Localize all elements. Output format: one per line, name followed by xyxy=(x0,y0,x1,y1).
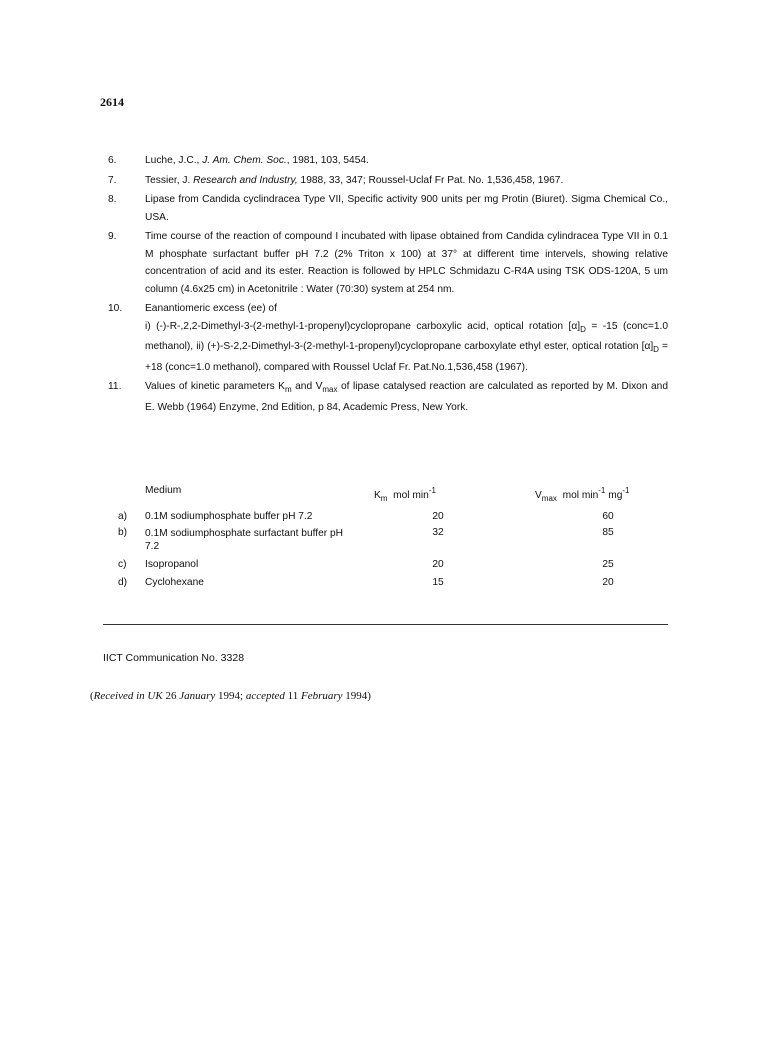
medium-column-header: Medium xyxy=(145,485,182,496)
km-cell: 32 xyxy=(432,527,444,538)
row-label: b) xyxy=(118,527,128,538)
row-label: d) xyxy=(118,577,128,588)
reference-8 xyxy=(108,191,668,226)
reference-6 xyxy=(108,152,668,170)
reference-text: = +18 (conc=1.0 methanol), compared with Roussel Uclaf Fr. Pat.No.1,536,458 (1967). xyxy=(145,341,668,373)
row-label: a) xyxy=(118,511,128,522)
reference-text: = -15 (conc=1.0 methanol), ii) (+)-S-2,2-Dimethyl-3-(2-methyl-1-propenyl)cyclopropane carboxylate ethyl ester, optical rotation [α] xyxy=(145,320,668,352)
reference-7 xyxy=(108,172,668,190)
reference-text: of lipase catalysed reaction are calculated as reported by M. Dixon and E. Webb (1964) Enzyme, 2nd Edition, p 84, Academic Press, New York. xyxy=(145,381,668,413)
subscript: D xyxy=(653,345,659,354)
received-date-line: (Received in UK 26 January 1994; accepted 11 February 1994) xyxy=(90,690,371,702)
medium-cell: Isopropanol xyxy=(145,559,199,570)
medium-cell: 0.1M sodiumphosphate surfactant buffer pH 7.2 xyxy=(145,528,344,552)
km-cell: 15 xyxy=(432,577,444,588)
reference-number: 9. xyxy=(108,231,117,242)
table-row xyxy=(108,575,668,591)
reference-number: 11. xyxy=(108,381,122,392)
reference-number: 10. xyxy=(108,303,123,314)
vmax-cell: 25 xyxy=(602,559,614,570)
table-row xyxy=(108,525,668,555)
subscript: D xyxy=(580,324,586,334)
subscript: m xyxy=(284,385,292,394)
reference-heading: Eanantiomeric excess (ee) of xyxy=(145,303,277,314)
reference-10 xyxy=(108,300,668,376)
km-cell: 20 xyxy=(432,559,444,570)
medium-cell: 0.1M sodiumphosphate buffer pH 7.2 xyxy=(145,511,313,522)
communication-number: IICT Communication No. 3328 xyxy=(103,652,245,664)
reference-text: Time course of the reaction of compound I incubated with lipase obtained from Candida cylindracea Type VII in 0.1 M phosphate surfactant buffer pH 7.2 (2% Triton x 100) at 37° at different time intervels, showing relative concentration of acid and its ester. Reaction is followed by HPLC Schmidazu C-R4A using TSK ODS-120A, 5 um column (4.6x25 cm) in Acetonitrile : Water (70:30) system at 254 nm. xyxy=(145,231,668,295)
medium-cell: Cyclohexane xyxy=(145,577,204,588)
reference-citation: , 1981, 103, 5454. xyxy=(286,155,369,166)
reference-number: 6. xyxy=(108,155,117,166)
km-cell: 20 xyxy=(432,511,444,522)
vmax-cell: 60 xyxy=(602,511,614,522)
reference-11 xyxy=(108,378,668,416)
page-number: 2614 xyxy=(100,95,124,109)
km-column-header: $K_m$ mol $\min^{-1}$ xyxy=(374,486,436,503)
journal-name: Research and Industry, xyxy=(193,174,298,186)
reference-text: and V xyxy=(291,381,323,392)
reference-text: i) (-)-R-,2,2-Dimethyl-3-(2-methyl-1-propenyl)cyclopropane carboxylic acid, optical rotation [α] xyxy=(145,320,581,332)
reference-author: Tessier, J. xyxy=(145,174,194,186)
vmax-cell: 20 xyxy=(602,577,614,588)
vmax-cell: 85 xyxy=(602,527,614,538)
kinetic-parameters-table xyxy=(108,483,668,591)
references-list xyxy=(108,152,668,418)
journal-name: J. Am. Chem. Soc. xyxy=(202,155,287,166)
subscript: max xyxy=(322,385,338,394)
vmax-column-header: $V_{max}$ mol $\min^{-1} mg^{-1}$ xyxy=(535,486,630,503)
reference-citation: 1988, 33, 347; Roussel-Uclaf Fr Pat. No. 1,536,458, 1967. xyxy=(297,174,564,186)
reference-author: Luche, J.C., xyxy=(145,155,203,166)
reference-text: Values of kinetic parameters K xyxy=(145,381,285,392)
table-row xyxy=(108,557,668,573)
reference-9 xyxy=(108,228,668,298)
reference-number: 7. xyxy=(108,174,117,186)
reference-text: Lipase from Candida cyclindracea Type VII, Specific activity 900 units per mg Protin (Biuret). Sigma Chemical Co., USA. xyxy=(145,194,668,223)
table-header-row xyxy=(108,483,668,505)
table-row xyxy=(108,509,668,525)
reference-number: 8. xyxy=(108,194,117,205)
divider-rule xyxy=(103,624,668,625)
row-label: c) xyxy=(118,559,127,570)
